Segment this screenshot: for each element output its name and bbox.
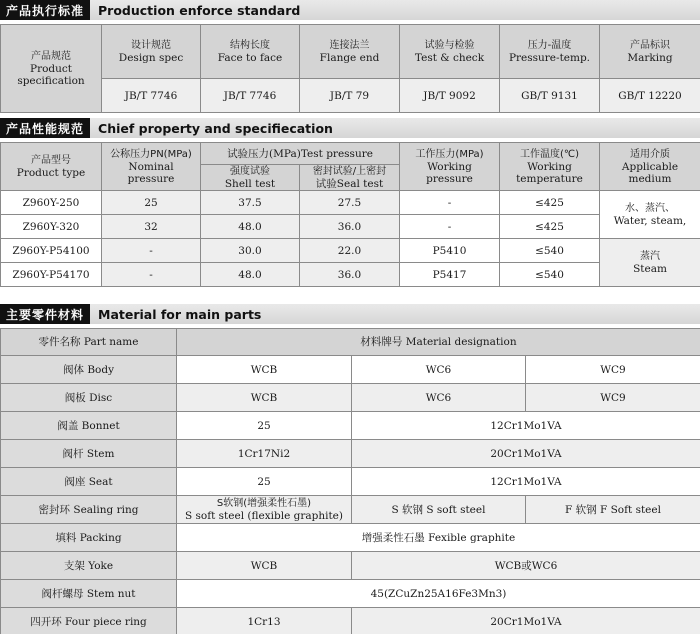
header-en: medium xyxy=(628,172,672,185)
cell-working-pressure: - xyxy=(400,215,500,239)
material-row-seat xyxy=(1,468,700,496)
part-name: 填料 Packing xyxy=(1,524,177,552)
header-shell-test xyxy=(201,165,300,191)
material-row-yoke xyxy=(1,552,700,580)
cell-working-pressure: P5417 xyxy=(400,263,500,287)
header-cn: 连接法兰 xyxy=(329,39,370,51)
header-working-temperature xyxy=(500,143,600,191)
header-product-spec xyxy=(1,25,102,113)
property-row xyxy=(1,239,700,263)
part-name: 阀体 Body xyxy=(1,356,177,384)
header-cn: 产品规范 xyxy=(31,50,71,62)
material-row-stem-nut xyxy=(1,580,700,608)
cell-working-temp: ≤425 xyxy=(500,215,600,239)
header-en: Pressure-temp. xyxy=(508,51,591,64)
material-row-stem xyxy=(1,440,700,468)
material-cell: WCB或WC6 xyxy=(352,552,700,580)
material-cell: 12Cr1Mo1VA xyxy=(352,468,700,496)
header-flange-end xyxy=(300,25,400,79)
material-cell: F 软钢 F Soft steel xyxy=(526,496,700,524)
cell-working-pressure: - xyxy=(400,191,500,215)
header-en: Test & check xyxy=(414,51,485,64)
cell-working-temp: ≤540 xyxy=(500,239,600,263)
section-title-material xyxy=(0,304,700,324)
cell-seal: 22.0 xyxy=(300,239,400,263)
header-marking xyxy=(600,25,700,79)
section-title-cn: 产品性能规范 xyxy=(0,118,90,138)
value-face-to-face: JB/T 7746 xyxy=(201,79,300,113)
part-name: 阀杆螺母 Stem nut xyxy=(1,580,177,608)
standard-table xyxy=(0,24,700,113)
header-cn: 适用介质 xyxy=(630,148,670,160)
cell-shell: 48.0 xyxy=(201,215,300,239)
header-nominal-pressure xyxy=(102,143,201,191)
value-design-spec: JB/T 7746 xyxy=(102,79,201,113)
cell-working-temp: ≤540 xyxy=(500,263,600,287)
header-en: Shell test xyxy=(224,177,276,190)
property-header-row-1 xyxy=(1,143,700,165)
header-cn: 产品标识 xyxy=(630,39,670,51)
material-cell: WCB xyxy=(177,552,352,580)
section-title-en: Chief property and specifiecation xyxy=(98,120,333,136)
cell-model: Z960Y-P54170 xyxy=(1,263,102,287)
property-row xyxy=(1,191,700,215)
material-cell: WC6 xyxy=(352,356,526,384)
section-title-en: Material for main parts xyxy=(98,306,262,322)
value-test-check: JB/T 9092 xyxy=(400,79,500,113)
cell-model: Z960Y-320 xyxy=(1,215,102,239)
cell-seal: 36.0 xyxy=(300,263,400,287)
material-table xyxy=(0,328,700,634)
header-part-name: 零件名称 Part name xyxy=(1,329,177,356)
header-test-pressure: 试验压力(MPa)Test pressure xyxy=(201,143,400,165)
medium-en: Water, steam, xyxy=(613,214,687,227)
section-title-en: Production enforce standard xyxy=(98,2,301,18)
header-face-to-face xyxy=(201,25,300,79)
part-name: 阀杆 Stem xyxy=(1,440,177,468)
header-cn: 强度试验 xyxy=(230,165,270,177)
cell-seal: 36.0 xyxy=(300,215,400,239)
header-cn: 工作温度(℃) xyxy=(519,148,580,160)
cell-shell: 30.0 xyxy=(201,239,300,263)
header-en: pressure xyxy=(426,172,473,185)
cell-working-temp: ≤425 xyxy=(500,191,600,215)
header-pressure-temp xyxy=(500,25,600,79)
header-cn: 试验与检验 xyxy=(424,39,475,51)
header-en: Product specification xyxy=(17,62,85,87)
medium-cn: 蒸汽 xyxy=(640,250,660,262)
header-working-pressure xyxy=(400,143,500,191)
header-en: 试验Seal test xyxy=(315,177,384,190)
material-row-sealing-ring xyxy=(1,496,700,524)
header-en: Design spec xyxy=(118,51,184,64)
header-en: Marking xyxy=(627,51,673,64)
header-product-type xyxy=(1,143,102,191)
header-en: Face to face xyxy=(217,51,283,64)
cell-model: Z960Y-250 xyxy=(1,191,102,215)
material-cell: WC9 xyxy=(526,356,700,384)
header-cn: 工作压力(MPa) xyxy=(415,148,484,160)
material-cn: S软钢(增强柔性石墨) xyxy=(216,497,312,509)
section-title-standard xyxy=(0,0,700,20)
header-en: Flange end xyxy=(319,51,380,64)
material-cell: 25 xyxy=(177,412,352,440)
medium-cn: 水、蒸汽、 xyxy=(625,202,675,214)
cell-medium-steam xyxy=(600,239,700,287)
section-title-cn: 主要零件材料 xyxy=(0,304,90,324)
header-en: temperature xyxy=(516,172,583,185)
part-name: 支架 Yoke xyxy=(1,552,177,580)
material-cell: S 软钢 S soft steel xyxy=(352,496,526,524)
material-cell: WCB xyxy=(177,384,352,412)
cell-seal: 27.5 xyxy=(300,191,400,215)
material-cell: WC6 xyxy=(352,384,526,412)
header-cn: 密封试验/上密封 xyxy=(312,165,387,177)
header-material-designation: 材料牌号 Material designation xyxy=(177,329,700,356)
header-cn: 结构长度 xyxy=(230,39,270,51)
part-name: 阀板 Disc xyxy=(1,384,177,412)
material-cell: 25 xyxy=(177,468,352,496)
part-name: 阀盖 Bonnet xyxy=(1,412,177,440)
header-seal-test xyxy=(300,165,400,191)
medium-en: Steam xyxy=(633,262,667,275)
header-en: Applicable xyxy=(621,160,679,173)
header-cn: 设计规范 xyxy=(131,39,171,51)
material-cell: 20Cr1Mo1VA xyxy=(352,440,700,468)
material-cell: 20Cr1Mo1VA xyxy=(352,608,700,634)
cell-model: Z960Y-P54100 xyxy=(1,239,102,263)
property-row xyxy=(1,263,700,287)
value-flange-end: JB/T 79 xyxy=(300,79,400,113)
cell-pn: - xyxy=(102,263,201,287)
header-applicable-medium xyxy=(600,143,700,191)
header-test-check xyxy=(400,25,500,79)
header-cn: 产品型号 xyxy=(31,154,71,166)
material-cell: 45(ZCuZn25A16Fe3Mn3) xyxy=(177,580,700,608)
part-name: 四开环 Four piece ring xyxy=(1,608,177,634)
header-en: Working xyxy=(527,160,572,173)
header-en: Nominal pressure xyxy=(127,160,175,185)
value-marking: GB/T 12220 xyxy=(600,79,700,113)
material-row-body xyxy=(1,356,700,384)
material-cell: 1Cr13 xyxy=(177,608,352,634)
cell-medium-water-steam xyxy=(600,191,700,239)
material-row-packing xyxy=(1,524,700,552)
material-row-bonnet xyxy=(1,412,700,440)
cell-shell: 37.5 xyxy=(201,191,300,215)
material-cell: WC9 xyxy=(526,384,700,412)
header-cn: 压力-温度 xyxy=(527,39,572,51)
section-title-property xyxy=(0,118,700,138)
cell-pn: 32 xyxy=(102,215,201,239)
property-row xyxy=(1,215,700,239)
header-design-spec xyxy=(102,25,201,79)
material-row-four-piece-ring xyxy=(1,608,700,634)
header-en: Product type xyxy=(16,166,86,179)
header-en: Working xyxy=(427,160,472,173)
standard-value-row xyxy=(1,79,700,113)
material-cell: 1Cr17Ni2 xyxy=(177,440,352,468)
standard-header-row xyxy=(1,25,700,79)
material-cell: WCB xyxy=(177,356,352,384)
part-name: 阀座 Seat xyxy=(1,468,177,496)
part-name: 密封环 Sealing ring xyxy=(1,496,177,524)
material-cell: 增强柔性石墨 Fexible graphite xyxy=(177,524,700,552)
header-cn: 公称压力PN(MPa) xyxy=(110,148,192,160)
material-cell: 12Cr1Mo1VA xyxy=(352,412,700,440)
material-cell xyxy=(177,496,352,524)
cell-shell: 48.0 xyxy=(201,263,300,287)
cell-working-pressure: P5410 xyxy=(400,239,500,263)
material-en: S soft steel (flexible graphite) xyxy=(184,509,343,522)
material-row-disc xyxy=(1,384,700,412)
section-title-cn: 产品执行标准 xyxy=(0,0,90,20)
value-pressure-temp: GB/T 9131 xyxy=(500,79,600,113)
cell-pn: - xyxy=(102,239,201,263)
cell-pn: 25 xyxy=(102,191,201,215)
property-table xyxy=(0,142,700,287)
material-header-row xyxy=(1,329,700,356)
